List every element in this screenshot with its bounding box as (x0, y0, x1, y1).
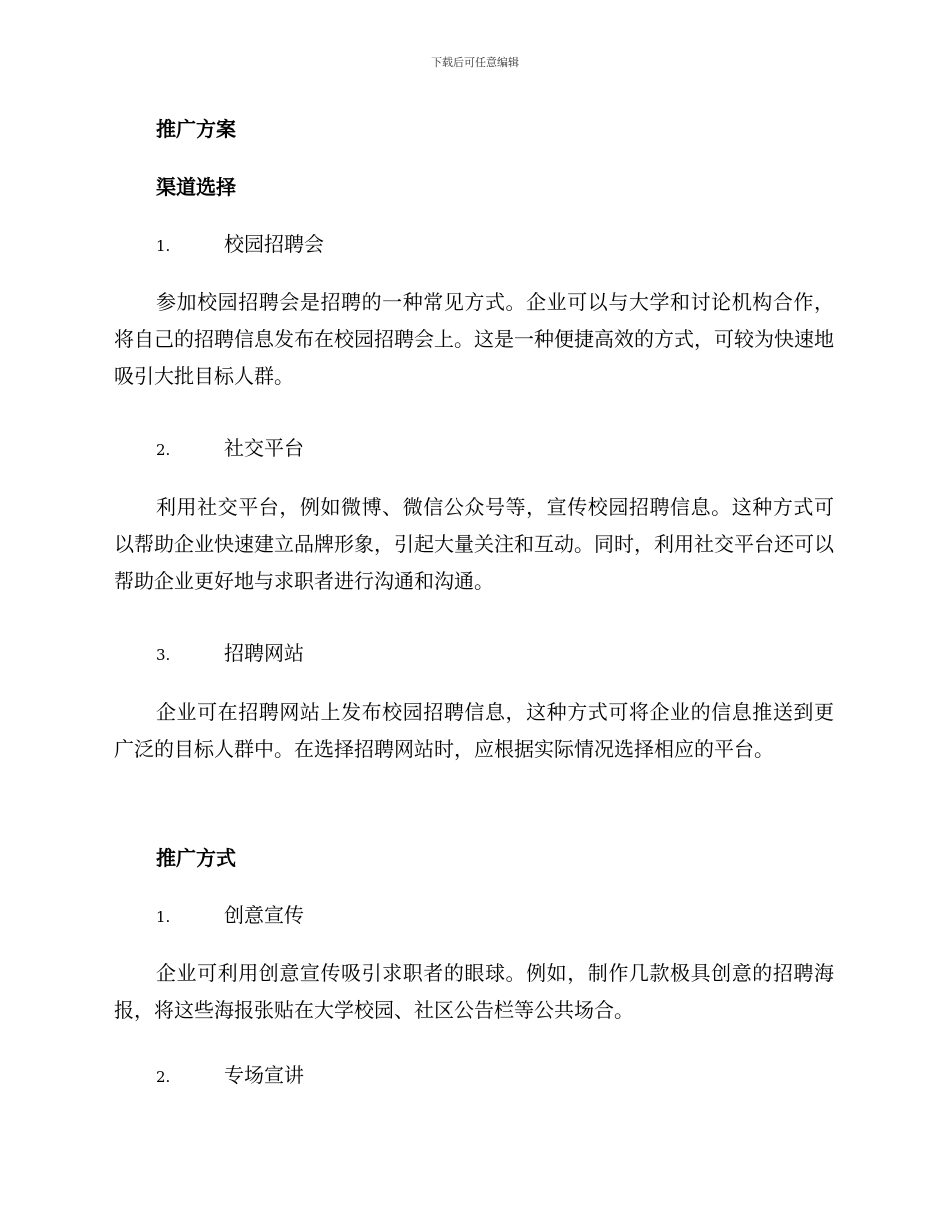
list-item-social-platform (156, 434, 304, 464)
list-number: 3. (156, 646, 171, 664)
section-heading-channel-selection: 渠道选择 (156, 175, 236, 199)
list-label: 专场宣讲 (224, 1063, 304, 1087)
list-number: 2. (156, 441, 171, 459)
list-label: 社交平台 (224, 436, 304, 460)
paragraph-campus-job-fair: 参加校园招聘会是招聘的一种常见方式。企业可以与大学和讨论机构合作，将自己的招聘信息发布在校园招聘会上。这是一种便捷高效的方式，可较为快速地吸引大批目标人群。 (114, 290, 834, 388)
section-heading-promotion-plan: 推广方案 (156, 117, 236, 141)
list-item-recruitment-website (156, 639, 304, 669)
paragraph-recruitment-website: 企业可在招聘网站上发布校园招聘信息，这种方式可将企业的信息推送到更广泛的目标人群中。在选择招聘网站时，应根据实际情况选择相应的平台。 (114, 700, 834, 761)
list-number: 1. (156, 908, 171, 926)
section-heading-promotion-methods: 推广方式 (156, 846, 236, 870)
list-item-campus-job-fair (156, 230, 324, 260)
list-number: 2. (156, 1068, 171, 1086)
list-item-creative-publicity (156, 901, 304, 931)
list-number: 1. (156, 237, 171, 255)
paragraph-social-platform: 利用社交平台，例如微博、微信公众号等，宣传校园招聘信息。这种方式可以帮助企业快速建立品牌形象，引起大量关注和互动。同时，利用社交平台还可以帮助企业更好地与求职者进行沟通和沟通。 (114, 495, 834, 593)
paragraph-creative-publicity: 企业可利用创意宣传吸引求职者的眼球。例如，制作几款极具创意的招聘海报，将这些海报张贴在大学校园、社区公告栏等公共场合。 (114, 961, 834, 1022)
list-label: 校园招聘会 (224, 232, 324, 256)
list-label: 创意宣传 (224, 903, 304, 927)
list-item-special-presentation (156, 1061, 304, 1091)
page-header-note: 下载后可任意编辑 (431, 56, 519, 69)
list-label: 招聘网站 (224, 641, 304, 665)
